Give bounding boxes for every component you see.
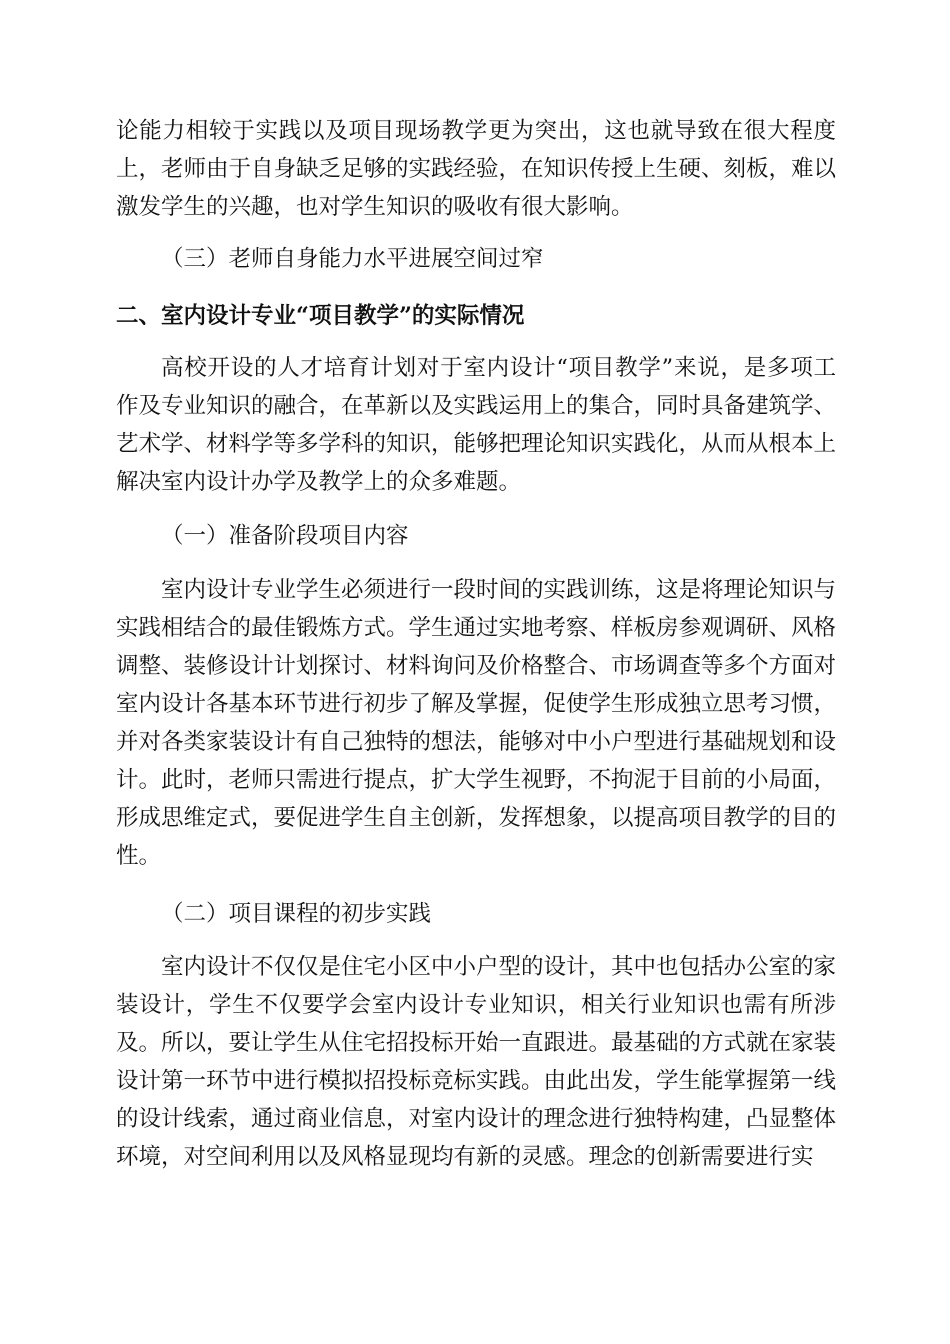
paragraph-intro: 高校开设的人才培育计划对于室内设计“项目教学”来说，是多项工作及专业知识的融合，在革新以及实践运用上的集合，同时具备建筑学、艺术学、材料学等多学科的知识，能够把理论知识实践化，从而从根本上解决室内设计办学及教学上的众多难题。: [116, 355, 837, 495]
subheading-two: （二）项目课程的初步实践: [161, 901, 432, 927]
paragraph-practice: 室内设计不仅仅是住宅小区中小户型的设计，其中也包括办公室的家装设计，学生不仅要学会室内设计专业知识，相关行业知识也需有所涉及。所以，要让学生从住宅招投标开始一直跟进。最基础的方式就在家装设计第一环节中进行模拟招投标竞标实践。由此出发，学生能掌握第一线的设计线索，通过商业信息，对室内设计的理念进行独特构建，凸显整体环境，对空间利用以及风格显现均有新的灵感。理念的创新需要进行实: [116, 954, 837, 1170]
paragraph-preparation: 室内设计专业学生必须进行一段时间的实践训练，这是将理论知识与实践相结合的最佳锻炼方式。学生通过实地考察、样板房参观调研、风格调整、装修设计计划探讨、材料询问及价格整合、市场调查等多个方面对室内设计各基本环节进行初步了解及掌握，促使学生形成独立思考习惯，并对各类家装设计有自己独特的想法，能够对中小户型进行基础规划和设计。此时，老师只需进行提点，扩大学生视野，不拘泥于目前的小局面，形成思维定式，要促进学生自主创新，发挥想象，以提高项目教学的目的性。: [116, 577, 837, 869]
subheading-three: （三）老师自身能力水平进展空间过窄: [161, 246, 544, 272]
paragraph-continued: 论能力相较于实践以及项目现场教学更为突出，这也就导致在很大程度上，老师由于自身缺乏足够的实践经验，在知识传授上生硬、刻板，难以激发学生的兴趣，也对学生知识的吸收有很大影响。: [116, 118, 837, 220]
section-two-heading: 二、室内设计专业“项目教学”的实际情况: [116, 303, 525, 329]
subheading-one: （一）准备阶段项目内容: [161, 523, 409, 549]
